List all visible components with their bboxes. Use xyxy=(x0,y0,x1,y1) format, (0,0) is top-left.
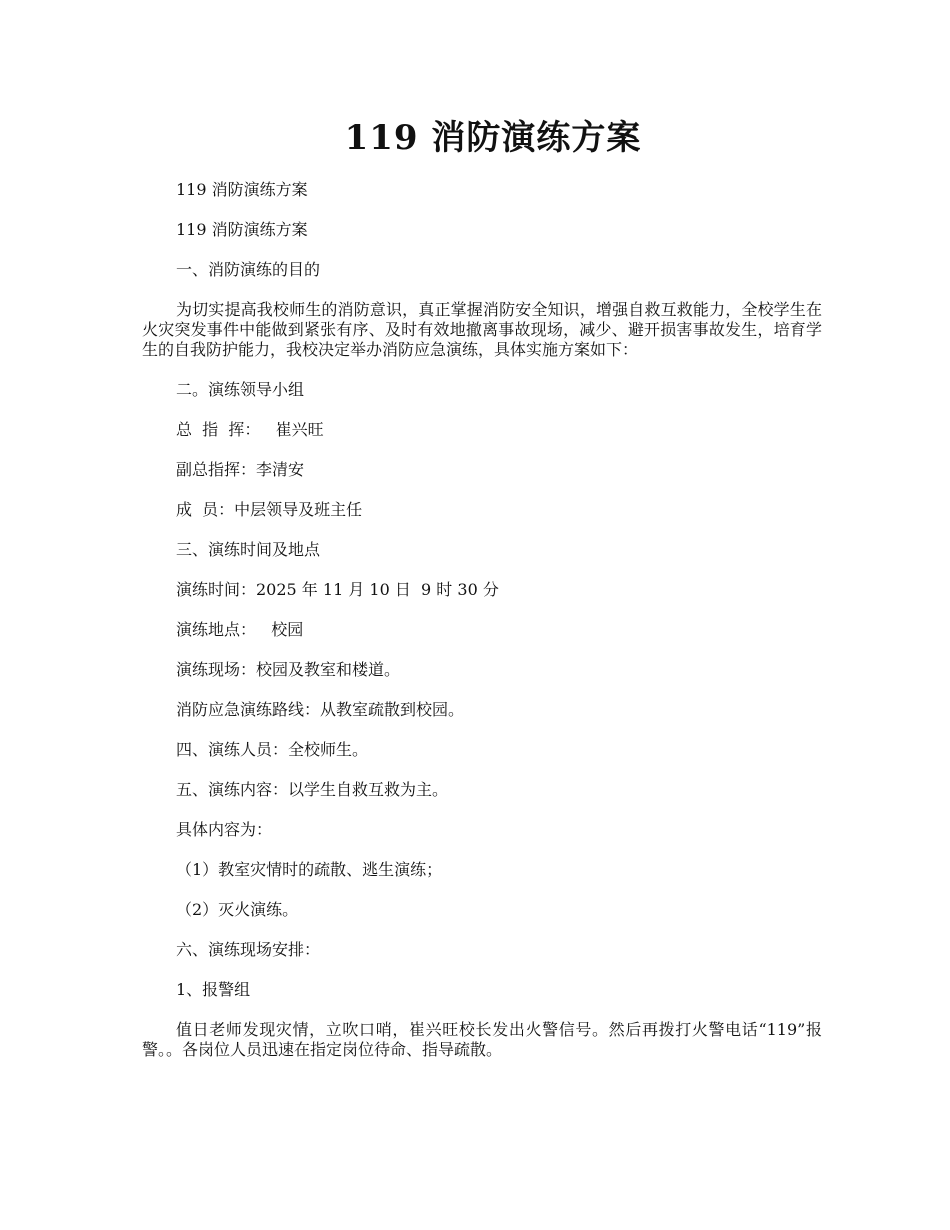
section-heading: 一、消防演练的目的 xyxy=(176,260,321,279)
paragraph: 演练地点： 校园 xyxy=(176,620,304,639)
list-item: （2）灭火演练。 xyxy=(176,900,299,919)
paragraph: 具体内容为： xyxy=(176,820,273,839)
section-heading: 三、演练时间及地点 xyxy=(176,540,321,559)
section-heading: 五、演练内容：以学生自救互救为主。 xyxy=(176,780,449,799)
document-body xyxy=(142,176,822,1080)
document-title: 119 消防演练方案 xyxy=(344,118,642,158)
paragraph: 演练现场：校园及教室和楼道。 xyxy=(176,660,401,679)
paragraph: 为切实提高我校师生的消防意识，真正掌握消防安全知识，增强自救互救能力，全校学生在火灾突发事件中能做到紧张有序、及时有效地撤离事故现场，减少、避开损害事故发生，培育学生的自我防护能力，我校决定举办消防应急演练，具体实施方案如下： xyxy=(142,300,822,359)
paragraph: 值日老师发现灾情，立吹口哨，崔兴旺校长发出火警信号。然后再拨打火警电话“119”报警。。各岗位人员迅速在指定岗位待命、指导疏散。 xyxy=(142,1020,822,1059)
section-heading: 二。演练领导小组 xyxy=(176,380,305,399)
paragraph: 演练时间：2025 年 11 月 10 日 9 时 30 分 xyxy=(176,580,499,599)
section-heading: 六、演练现场安排： xyxy=(176,940,321,959)
paragraph: 成 员：中层领导及班主任 xyxy=(176,500,363,519)
paragraph: 消防应急演练路线：从教室疏散到校园。 xyxy=(176,700,465,719)
list-item: （1）教室灾情时的疏散、逃生演练； xyxy=(176,860,443,879)
paragraph: 119 消防演练方案 xyxy=(176,180,308,199)
paragraph: 副总指挥：李清安 xyxy=(176,460,305,479)
paragraph: 119 消防演练方案 xyxy=(176,220,308,239)
paragraph: 总 指 挥： 崔兴旺 xyxy=(176,420,324,439)
section-heading: 四、演练人员：全校师生。 xyxy=(176,740,369,759)
subsection-heading: 1、报警组 xyxy=(176,980,251,999)
